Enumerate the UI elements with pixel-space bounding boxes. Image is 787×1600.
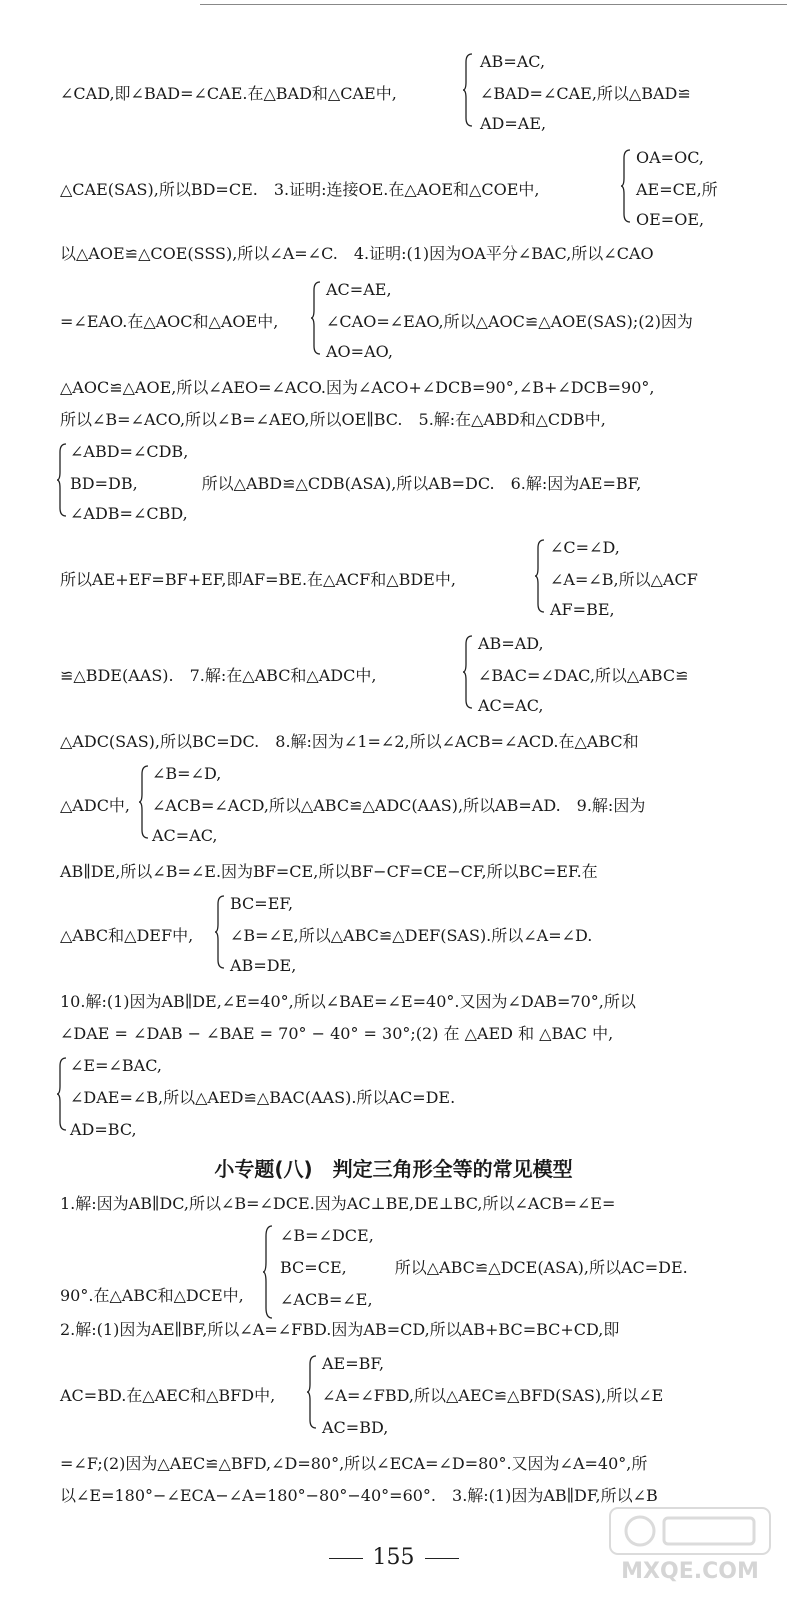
- text-line: ≌△BDE(AAS). 7.解:在△ABC和△ADC中,: [60, 666, 377, 685]
- case-line: BC=CE, 所以△ABC≌△DCE(ASA),所以AC=DE.: [280, 1258, 688, 1277]
- case-line: AC=AE,: [326, 280, 392, 299]
- case-line: ∠E=∠BAC,: [70, 1056, 162, 1075]
- system-brace: [462, 634, 474, 710]
- case-line: AB=DE,: [230, 956, 297, 975]
- case-line: ∠ABD=∠CDB,: [70, 442, 189, 461]
- text-line: 以△AOE≌△COE(SSS),所以∠A=∠C. 4.证明:(1)因为OA平分∠BAC,所以∠CAO: [60, 244, 654, 263]
- case-line: AE=BF,: [322, 1354, 385, 1373]
- system-brace: [56, 1056, 68, 1132]
- case-line: ∠CAO=∠EAO,所以△AOC≌△AOE(SAS);(2)因为: [326, 312, 693, 331]
- case-line: ∠C=∠D,: [550, 538, 620, 557]
- case-line: ∠B=∠E,所以△ABC≌△DEF(SAS).所以∠A=∠D.: [230, 926, 593, 945]
- case-line: AD=BC,: [70, 1120, 137, 1139]
- system-brace: [462, 52, 474, 128]
- section-heading: 小专题(八) 判定三角形全等的常见模型: [214, 1157, 573, 1181]
- case-line: OA=OC,: [636, 148, 704, 167]
- case-line: AC=AC,: [152, 826, 218, 845]
- case-line: ∠BAD=∠CAE,所以△BAD≌: [480, 84, 691, 103]
- text-line: AB∥DE,所以∠B=∠E.因为BF=CE,所以BF−CF=CE−CF,所以BC=EF.在: [60, 862, 598, 881]
- text-line: △AOC≌△AOE,所以∠AEO=∠ACO.因为∠ACO+∠DCB=90°,∠B+∠DCB=90°,: [60, 378, 655, 397]
- case-line: ∠A=∠FBD,所以△AEC≌△BFD(SAS),所以∠E: [322, 1386, 664, 1405]
- case-line: AF=BE,: [550, 600, 615, 619]
- text-line: 所以∠B=∠ACO,所以∠B=∠AEO,所以OE∥BC. 5.解:在△ABD和△CDB中,: [60, 410, 606, 429]
- case-line: AB=AD,: [478, 634, 544, 653]
- system-brace: [214, 894, 226, 970]
- text-line: 90°.在△ABC和△DCE中,: [60, 1286, 244, 1305]
- watermark-text: MXQE.COM: [621, 1559, 759, 1584]
- text-line: =∠F;(2)因为△AEC≌△BFD,∠D=80°,所以∠ECA=∠D=80°.又因为∠A=40°,所: [60, 1454, 648, 1473]
- text-line: 以∠E=180°−∠ECA−∠A=180°−80°−40°=60°. 3.解:(1)因为AB∥DF,所以∠B: [60, 1486, 658, 1505]
- system-brace: [56, 442, 68, 518]
- text-line: △ADC(SAS),所以BC=DC. 8.解:因为∠1=∠2,所以∠ACB=∠ACD.在△ABC和: [60, 732, 639, 751]
- text-line: △ADC中,: [60, 796, 131, 815]
- case-line: AE=CE,所: [636, 180, 718, 199]
- text-line: 所以AE+EF=BF+EF,即AF=BE.在△ACF和△BDE中,: [60, 570, 456, 589]
- system-brace: [310, 280, 322, 356]
- case-line: ∠ACB=∠ACD,所以△ABC≌△ADC(AAS),所以AB=AD. 9.解:因为: [152, 796, 646, 815]
- text-line: 2.解:(1)因为AE∥BF,所以∠A=∠FBD.因为AB=CD,所以AB+BC=BC+CD,即: [60, 1320, 620, 1339]
- case-line: ∠ACB=∠E,: [280, 1290, 373, 1309]
- system-brace: [306, 1354, 318, 1430]
- text-line: △CAE(SAS),所以BD=CE. 3.证明:连接OE.在△AOE和△COE中,: [60, 180, 540, 199]
- text-line: ∠DAE = ∠DAB − ∠BAE = 70° − 40° = 30°;(2) 在 △AED 和 △BAC 中,: [60, 1024, 614, 1043]
- case-line: AC=AC,: [478, 696, 544, 715]
- top-rule: [200, 4, 787, 5]
- case-line: BC=EF,: [230, 894, 294, 913]
- text-line: 1.解:因为AB∥DC,所以∠B=∠DCE.因为AC⊥BE,DE⊥BC,所以∠ACB=∠E=: [60, 1194, 616, 1213]
- case-line: ∠ADB=∠CBD,: [70, 504, 188, 523]
- watermark-logo: [600, 1500, 780, 1590]
- system-brace: [534, 538, 546, 614]
- case-line: ∠A=∠B,所以△ACF: [550, 570, 698, 589]
- page-number-dash-right: [425, 1558, 459, 1559]
- case-line: OE=OE,: [636, 210, 705, 229]
- case-line: ∠BAC=∠DAC,所以△ABC≌: [478, 666, 689, 685]
- page-number-dash-left: [329, 1558, 363, 1559]
- case-line: ∠B=∠D,: [152, 764, 222, 783]
- case-line: BD=DB, 所以△ABD≌△CDB(ASA),所以AB=DC. 6.解:因为AE=BF,: [70, 474, 642, 493]
- text-line: =∠EAO.在△AOC和△AOE中,: [60, 312, 279, 331]
- page-number-text: 155: [372, 1545, 415, 1570]
- case-line: AO=AO,: [326, 342, 393, 361]
- text-line: 10.解:(1)因为AB∥DE,∠E=40°,所以∠BAE=∠E=40°.又因为∠DAB=70°,所以: [60, 992, 636, 1011]
- text-line: △ABC和△DEF中,: [60, 926, 194, 945]
- case-line: AD=AE,: [480, 114, 547, 133]
- text-line: AC=BD.在△AEC和△BFD中,: [60, 1386, 276, 1405]
- text-line: ∠CAD,即∠BAD=∠CAE.在△BAD和△CAE中,: [60, 84, 397, 103]
- case-line: ∠B=∠DCE,: [280, 1226, 374, 1245]
- system-brace: [138, 764, 150, 840]
- case-line: AB=AC,: [480, 52, 546, 71]
- system-brace: [262, 1224, 274, 1320]
- case-line: ∠DAE=∠B,所以△AED≌△BAC(AAS).所以AC=DE.: [70, 1088, 456, 1107]
- system-brace: [620, 148, 632, 224]
- case-line: AC=BD,: [322, 1418, 389, 1437]
